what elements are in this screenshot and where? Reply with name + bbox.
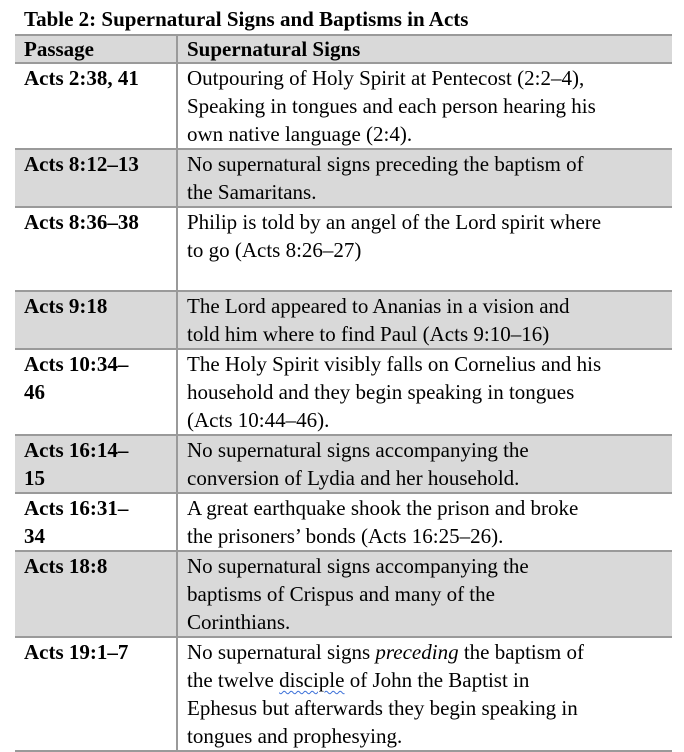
signs-line: Corinthians. — [187, 610, 291, 634]
signs-cell — [177, 493, 672, 551]
signs-line: told him where to find Paul (Acts 9:10–16) — [187, 322, 550, 346]
passage-line: 15 — [24, 466, 45, 490]
signs-line: tongues and prophesying. — [187, 724, 403, 748]
passage-cell — [15, 63, 177, 149]
signs-line: The Lord appeared to Ananias in a vision and — [187, 294, 570, 318]
passage-line: Acts 16:14– — [24, 438, 129, 462]
table-row — [15, 349, 672, 435]
text-run: the twelve — [187, 668, 280, 692]
passage-line: Acts 8:12–13 — [24, 152, 139, 176]
signs-cell — [177, 637, 672, 751]
signs-line: conversion of Lydia and her household. — [187, 466, 520, 490]
passage-cell — [15, 493, 177, 551]
table-row — [15, 291, 672, 349]
signs-cell — [177, 291, 672, 349]
signs-line: household and they begin speaking in tongues — [187, 380, 575, 404]
signs-line: A great earthquake shook the prison and broke — [187, 496, 579, 520]
signs-line: Philip is told by an angel of the Lord spirit where — [187, 210, 602, 234]
text-run: the baptism of — [458, 640, 584, 664]
passage-line: Acts 9:18 — [24, 294, 108, 318]
passage-line: 46 — [24, 380, 45, 404]
passage-line: Acts 18:8 — [24, 554, 108, 578]
signs-cell — [177, 435, 672, 493]
signs-cell — [177, 63, 672, 149]
passage-cell — [15, 435, 177, 493]
passage-cell — [15, 149, 177, 207]
signs-line: to go (Acts 8:26–27) — [187, 238, 362, 262]
table-row — [15, 435, 672, 493]
passage-cell — [15, 637, 177, 751]
text-run: of John the Baptist in — [344, 668, 530, 692]
table-row — [15, 637, 672, 751]
passage-line: 34 — [24, 524, 45, 548]
signs-line: No supernatural signs preceding the baptism of — [187, 152, 584, 176]
signs-line: No supernatural signs accompanying the — [187, 554, 529, 578]
passage-line: Acts 2:38, 41 — [24, 66, 139, 90]
signs-line: the Samaritans. — [187, 180, 317, 204]
spellcheck-underlined-word[interactable]: disciple — [279, 668, 345, 692]
signs-line: own native language (2:4). — [187, 122, 413, 146]
passage-cell — [15, 551, 177, 637]
table-row — [15, 63, 672, 149]
signs-cell — [177, 149, 672, 207]
signs-line: The Holy Spirit visibly falls on Cornelius and his — [187, 352, 602, 376]
passage-line: Acts 16:31– — [24, 496, 129, 520]
signs-cell — [177, 551, 672, 637]
passage-cell — [15, 207, 177, 291]
signs-line: No supernatural signs accompanying the — [187, 438, 529, 462]
header-passage: Passage — [15, 35, 177, 63]
signs-line: baptisms of Crispus and many of the — [187, 582, 495, 606]
signs-line: Speaking in tongues and each person hearing his — [187, 94, 596, 118]
header-signs: Supernatural Signs — [177, 35, 672, 63]
table-row — [15, 551, 672, 637]
signs-line: Ephesus but afterwards they begin speaking in — [187, 696, 578, 720]
emphasis-text: preceding — [375, 640, 459, 664]
signs-cell — [177, 207, 672, 291]
text-run: No supernatural signs — [187, 640, 376, 664]
passage-line: Acts 10:34– — [24, 352, 129, 376]
passage-line: Acts 19:1–7 — [24, 640, 129, 664]
signs-line: Outpouring of Holy Spirit at Pentecost (2:2–4), — [187, 66, 585, 90]
signs-line — [187, 668, 529, 692]
signs-line: (Acts 10:44–46). — [187, 408, 330, 432]
passage-line: Acts 8:36–38 — [24, 210, 139, 234]
signs-cell — [177, 349, 672, 435]
signs-baptisms-table — [15, 34, 672, 752]
table-row — [15, 207, 672, 291]
signs-line — [187, 640, 584, 664]
table-row — [15, 149, 672, 207]
table-row — [15, 493, 672, 551]
passage-cell — [15, 291, 177, 349]
passage-cell — [15, 349, 177, 435]
table-header-row — [15, 35, 672, 63]
table-caption: Table 2: Supernatural Signs and Baptisms in Acts — [24, 7, 469, 31]
signs-line: the prisoners’ bonds (Acts 16:25–26). — [187, 524, 504, 548]
